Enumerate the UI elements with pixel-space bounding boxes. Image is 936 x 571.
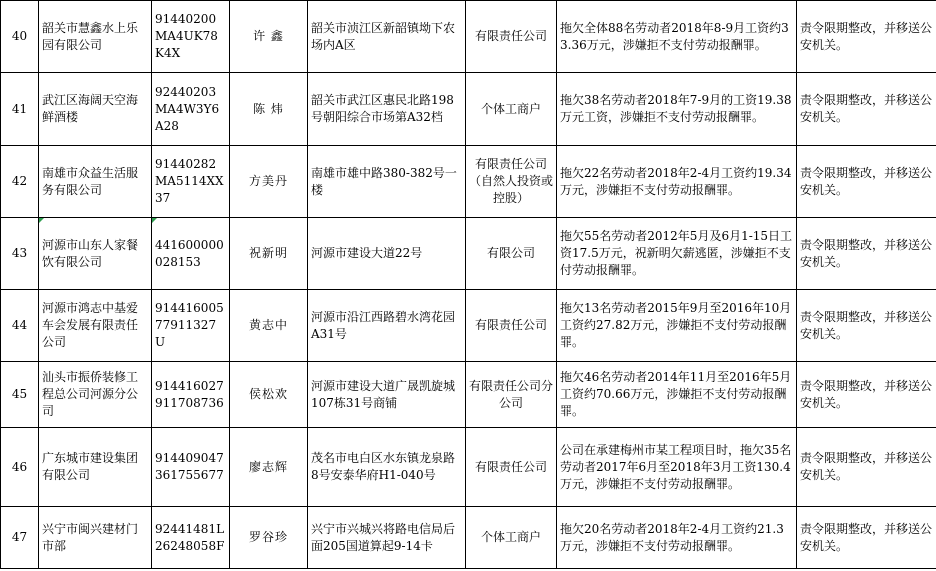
violation-facts: 拖欠20名劳动者2018年2-4月工资约21.3万元，涉嫌拒不支付劳动报酬罪。	[557, 507, 797, 569]
legal-representative: 祝新明	[230, 218, 308, 290]
enforcement-action: 责令限期整改，并移送公安机关。	[797, 218, 936, 290]
credit-code: 914416027911708736	[152, 362, 230, 428]
credit-code: 914409047361755677	[152, 428, 230, 507]
company-name: 韶关市慧鑫水上乐园有限公司	[39, 1, 152, 73]
enforcement-action: 责令限期整改，并移送公安机关。	[797, 290, 936, 362]
company-name: 广东城市建设集团有限公司	[39, 428, 152, 507]
credit-code: 441600000028153	[152, 218, 230, 290]
enforcement-action: 责令限期整改，并移送公安机关。	[797, 146, 936, 218]
enforcement-action: 责令限期整改，并移送公安机关。	[797, 428, 936, 507]
table-body	[1, 1, 936, 569]
legal-representative: 许 鑫	[230, 1, 308, 73]
company-address: 韶关市浈江区新韶镇坳下农场内A区	[308, 1, 466, 73]
company-type: 有限责任公司	[466, 428, 557, 507]
company-address: 茂名市电白区水东镇龙泉路8号安泰华府H1-040号	[308, 428, 466, 507]
row-number: 40	[1, 1, 39, 73]
legal-representative: 侯松欢	[230, 362, 308, 428]
company-name: 兴宁市闽兴建材门市部	[39, 507, 152, 569]
company-address: 兴宁市兴城兴将路电信局后面205国道算起9-14卡	[308, 507, 466, 569]
company-type: 有限责任公司（自然人投资或控股）	[466, 146, 557, 218]
company-address: 河源市建设大道22号	[308, 218, 466, 290]
violation-facts: 拖欠13名劳动者2015年9月至2016年10月工资约27.82万元，涉嫌拒不支付劳动报酬罪。	[557, 290, 797, 362]
row-number: 41	[1, 73, 39, 146]
company-address: 韶关市武江区惠民北路198号朝阳综合市场第A32档	[308, 73, 466, 146]
legal-representative: 黄志中	[230, 290, 308, 362]
enforcement-action: 责令限期整改，并移送公安机关。	[797, 73, 936, 146]
company-address: 河源市建设大道广晟凯旋城107栋31号商铺	[308, 362, 466, 428]
company-type: 有限责任公司	[466, 1, 557, 73]
table-row	[1, 290, 936, 362]
table-row	[1, 218, 936, 290]
credit-code: 91440200MA4UK78K4X	[152, 1, 230, 73]
table-row	[1, 428, 936, 507]
company-type: 个体工商户	[466, 73, 557, 146]
violation-facts: 公司在承建梅州市某工程项目时，拖欠35名劳动者2017年6月至2018年3月工资130.4万元，涉嫌拒不支付劳动报酬罪。	[557, 428, 797, 507]
legal-representative: 罗谷珍	[230, 507, 308, 569]
credit-code: 91441600577911327U	[152, 290, 230, 362]
table-row	[1, 73, 936, 146]
company-address: 南雄市雄中路380-382号一楼	[308, 146, 466, 218]
legal-representative: 方美丹	[230, 146, 308, 218]
company-name: 南雄市众益生活服务有限公司	[39, 146, 152, 218]
company-name: 武江区海阔天空海鲜酒楼	[39, 73, 152, 146]
violation-facts: 拖欠全体88名劳动者2018年8-9月工资约33.36万元，涉嫌拒不支付劳动报酬罪。	[557, 1, 797, 73]
company-address: 河源市沿江西路碧水湾花园A31号	[308, 290, 466, 362]
company-type: 有限责任公司	[466, 290, 557, 362]
violation-facts: 拖欠46名劳动者2014年11月至2016年5月工资约70.66万元，涉嫌拒不支付劳动报酬罪。	[557, 362, 797, 428]
enforcement-action: 责令限期整改，并移送公安机关。	[797, 507, 936, 569]
table-row	[1, 1, 936, 73]
credit-code: 92440203MA4W3Y6A28	[152, 73, 230, 146]
violation-facts: 拖欠22名劳动者2018年2-4月工资约19.34万元，涉嫌拒不支付劳动报酬罪。	[557, 146, 797, 218]
violation-facts: 拖欠55名劳动者2012年5月及6月1-15日工资17.5万元，祝新明欠薪逃匿，涉嫌拒不支付劳动报酬罪。	[557, 218, 797, 290]
legal-representative: 陈 炜	[230, 73, 308, 146]
row-number: 43	[1, 218, 39, 290]
table-row	[1, 146, 936, 218]
violation-facts: 拖欠38名劳动者2018年7-9月的工资19.38万元工资，涉嫌拒不支付劳动报酬罪。	[557, 73, 797, 146]
row-number: 45	[1, 362, 39, 428]
company-type: 有限公司	[466, 218, 557, 290]
enforcement-action: 责令限期整改，并移送公安机关。	[797, 1, 936, 73]
row-number: 44	[1, 290, 39, 362]
company-type: 个体工商户	[466, 507, 557, 569]
company-type: 有限责任公司分公司	[466, 362, 557, 428]
table-row	[1, 362, 936, 428]
credit-code: 91440282MA5114XX37	[152, 146, 230, 218]
row-number: 47	[1, 507, 39, 569]
company-name: 河源市山东人家餐饮有限公司	[39, 218, 152, 290]
row-number: 46	[1, 428, 39, 507]
legal-representative: 廖志辉	[230, 428, 308, 507]
enforcement-action: 责令限期整改，并移送公安机关。	[797, 362, 936, 428]
credit-code: 92441481L26248058F	[152, 507, 230, 569]
row-number: 42	[1, 146, 39, 218]
table-row	[1, 507, 936, 569]
company-name: 河源市鸿志中基爱车会发展有限责任公司	[39, 290, 152, 362]
company-name: 汕头市振侨装修工程总公司河源分公司	[39, 362, 152, 428]
